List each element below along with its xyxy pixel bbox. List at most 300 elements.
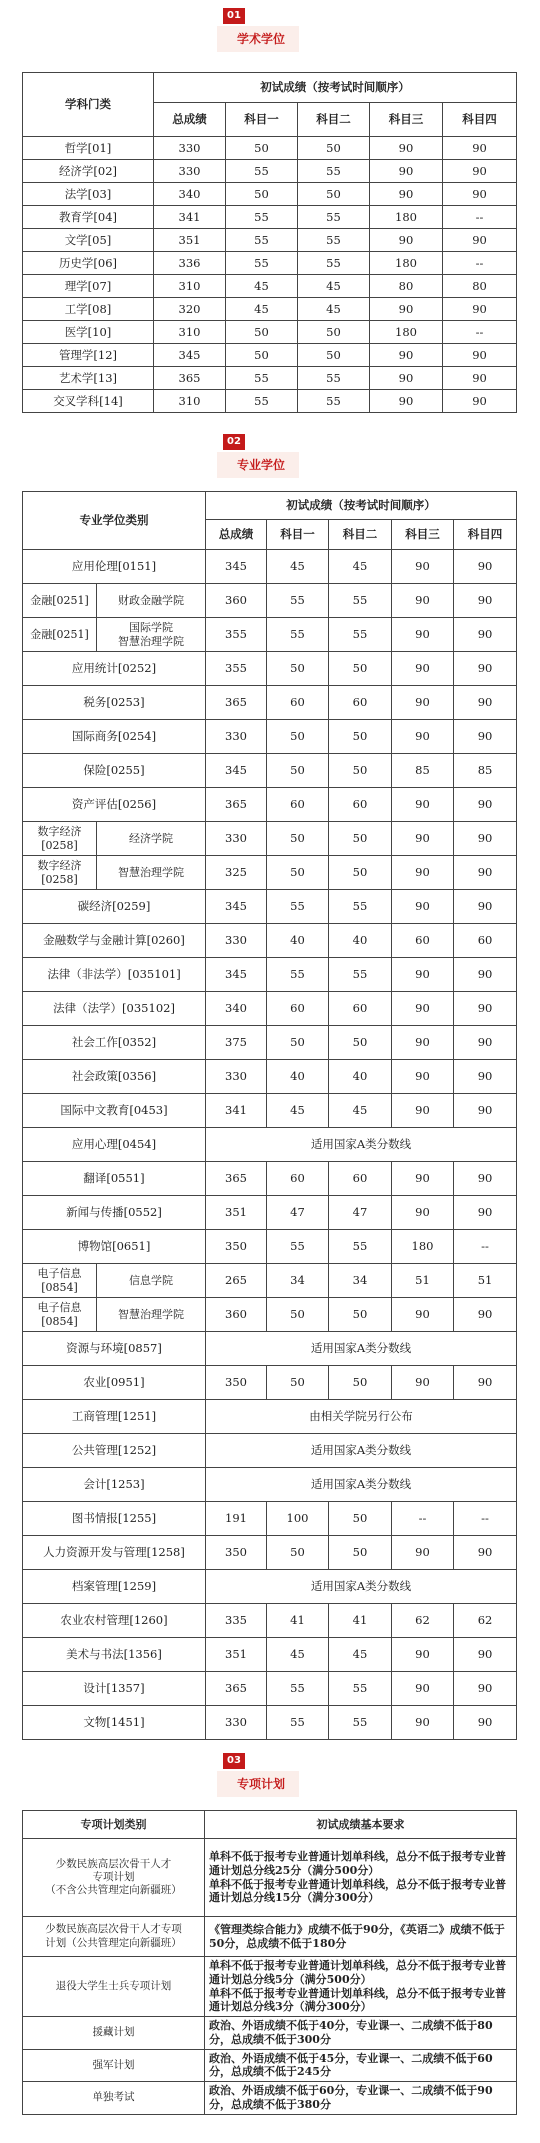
score-cell: 50 bbox=[298, 344, 370, 367]
table-row bbox=[23, 1094, 517, 1128]
score-cell: 355 bbox=[206, 618, 267, 652]
score-cell: 90 bbox=[454, 1536, 517, 1570]
score-cell: 55 bbox=[267, 1706, 329, 1740]
table-row bbox=[23, 1536, 517, 1570]
score-cell: 45 bbox=[267, 1638, 329, 1672]
score-cell: 90 bbox=[392, 1196, 454, 1230]
table-row bbox=[23, 1060, 517, 1094]
subject-name: 工学[08] bbox=[23, 298, 154, 321]
table-row bbox=[23, 1026, 517, 1060]
score-cell: 90 bbox=[454, 686, 517, 720]
table-row bbox=[23, 856, 517, 890]
score-cell: 62 bbox=[392, 1604, 454, 1638]
score-cell: 90 bbox=[392, 958, 454, 992]
score-cell: 90 bbox=[370, 367, 443, 390]
degree-name: 金融[0251] bbox=[23, 584, 97, 618]
table-row bbox=[23, 1128, 517, 1162]
score-cell: 45 bbox=[329, 1094, 392, 1128]
score-cell: 60 bbox=[329, 788, 392, 822]
section-number: 02 bbox=[223, 434, 245, 450]
score-cell: 90 bbox=[454, 1672, 517, 1706]
column-header: 科目一 bbox=[267, 520, 329, 550]
score-cell: 90 bbox=[454, 1706, 517, 1740]
subject-name: 哲学[01] bbox=[23, 137, 154, 160]
score-cell: 51 bbox=[392, 1264, 454, 1298]
table-row bbox=[23, 2049, 517, 2082]
score-cell: 55 bbox=[267, 1230, 329, 1264]
plan-name: 少数民族高层次骨干人才 专项计划 （不含公共管理定向新疆班） bbox=[23, 1839, 205, 1917]
score-cell: 90 bbox=[454, 958, 517, 992]
score-cell: 90 bbox=[443, 390, 517, 413]
score-cell: 90 bbox=[454, 1638, 517, 1672]
score-cell: 60 bbox=[267, 788, 329, 822]
subject-name: 管理学[12] bbox=[23, 344, 154, 367]
table-row bbox=[23, 2017, 517, 2050]
score-cell: 375 bbox=[206, 1026, 267, 1060]
college-name: 信息学院 bbox=[97, 1264, 206, 1298]
section-title: 学术学位 bbox=[223, 26, 299, 52]
degree-name: 档案管理[1259] bbox=[23, 1570, 206, 1604]
score-cell: 330 bbox=[206, 1706, 267, 1740]
column-header: 科目三 bbox=[392, 520, 454, 550]
score-cell: 325 bbox=[206, 856, 267, 890]
subject-name: 医学[10] bbox=[23, 321, 154, 344]
score-cell: 40 bbox=[329, 1060, 392, 1094]
degree-name: 工商管理[1251] bbox=[23, 1400, 206, 1434]
score-cell: 360 bbox=[206, 1298, 267, 1332]
score-cell: 351 bbox=[206, 1196, 267, 1230]
score-cell: 50 bbox=[298, 321, 370, 344]
score-note: 适用国家A类分数线 bbox=[206, 1570, 517, 1604]
table-row bbox=[23, 1400, 517, 1434]
score-cell: 55 bbox=[226, 229, 298, 252]
score-cell: 191 bbox=[206, 1502, 267, 1536]
score-cell: 90 bbox=[454, 1060, 517, 1094]
score-cell: 60 bbox=[267, 1162, 329, 1196]
score-cell: 55 bbox=[298, 229, 370, 252]
table-row bbox=[23, 992, 517, 1026]
score-cell: 55 bbox=[329, 1672, 392, 1706]
score-cell: 90 bbox=[443, 229, 517, 252]
table-row bbox=[23, 1366, 517, 1400]
table-row bbox=[23, 1839, 517, 1917]
column-header: 科目四 bbox=[443, 103, 517, 137]
score-cell: 340 bbox=[206, 992, 267, 1026]
college-name: 财政金融学院 bbox=[97, 584, 206, 618]
table-row bbox=[23, 1706, 517, 1740]
subject-name: 经济学[02] bbox=[23, 160, 154, 183]
score-cell: 90 bbox=[392, 1536, 454, 1570]
degree-name: 社会工作[0352] bbox=[23, 1026, 206, 1060]
degree-name: 农业[0951] bbox=[23, 1366, 206, 1400]
degree-name: 数字经济 [0258] bbox=[23, 856, 97, 890]
score-cell: 90 bbox=[454, 822, 517, 856]
table-row bbox=[23, 321, 517, 344]
score-cell: 90 bbox=[454, 992, 517, 1026]
score-cell: 90 bbox=[454, 1298, 517, 1332]
table-row bbox=[23, 1917, 517, 1957]
score-cell: 55 bbox=[298, 252, 370, 275]
score-cell: 90 bbox=[454, 1026, 517, 1060]
degree-name: 会计[1253] bbox=[23, 1468, 206, 1502]
score-cell: 50 bbox=[329, 1026, 392, 1060]
table-row bbox=[23, 1196, 517, 1230]
college-name: 智慧治理学院 bbox=[97, 856, 206, 890]
score-cell: 50 bbox=[329, 856, 392, 890]
table-row bbox=[23, 1332, 517, 1366]
score-cell: 55 bbox=[298, 160, 370, 183]
score-cell: 90 bbox=[392, 1162, 454, 1196]
score-cell: 50 bbox=[267, 1298, 329, 1332]
column-header: 总成绩 bbox=[206, 520, 267, 550]
column-header: 科目三 bbox=[370, 103, 443, 137]
score-cell: 90 bbox=[392, 720, 454, 754]
table-row bbox=[23, 958, 517, 992]
table-row bbox=[23, 183, 517, 206]
plan-requirement: 《管理类综合能力》成绩不低于90分，《英语二》成绩不低于50分，总成绩不低于180分 bbox=[205, 1917, 517, 1957]
professional-score-table bbox=[22, 491, 517, 1740]
table-row bbox=[23, 390, 517, 413]
score-cell: 90 bbox=[392, 686, 454, 720]
plan-name: 强军计划 bbox=[23, 2049, 205, 2082]
plan-requirement: 单科不低于报考专业普通计划单科线，总分不低于报考专业普通计划总分线25分（满分500分） 单科不低于报考专业普通计划单科线，总分不低于报考专业普通计划总分线15分（满分300分） bbox=[205, 1839, 517, 1917]
score-cell: 90 bbox=[443, 344, 517, 367]
score-cell: 90 bbox=[392, 856, 454, 890]
score-cell: 90 bbox=[454, 788, 517, 822]
score-cell: 90 bbox=[392, 618, 454, 652]
score-cell: 90 bbox=[443, 367, 517, 390]
table-row bbox=[23, 2082, 517, 2115]
score-cell: 47 bbox=[267, 1196, 329, 1230]
score-cell: 90 bbox=[454, 550, 517, 584]
header-category: 学科门类 bbox=[23, 73, 154, 137]
degree-name: 保险[0255] bbox=[23, 754, 206, 788]
score-cell: 345 bbox=[206, 550, 267, 584]
score-cell: 45 bbox=[267, 1094, 329, 1128]
score-cell: 34 bbox=[329, 1264, 392, 1298]
table-row bbox=[23, 754, 517, 788]
plan-requirement: 政治、外语成绩不低于60分，专业课一、二成绩不低于90分，总成绩不低于380分 bbox=[205, 2082, 517, 2115]
score-cell: 55 bbox=[329, 618, 392, 652]
column-header: 科目二 bbox=[329, 520, 392, 550]
degree-name: 税务[0253] bbox=[23, 686, 206, 720]
section-title: 专项计划 bbox=[223, 1771, 299, 1797]
score-cell: 50 bbox=[329, 720, 392, 754]
table-row bbox=[23, 1570, 517, 1604]
score-cell: 90 bbox=[392, 1706, 454, 1740]
score-cell: 360 bbox=[206, 584, 267, 618]
score-cell: 180 bbox=[392, 1230, 454, 1264]
section-header-professional bbox=[0, 426, 540, 482]
table-row bbox=[23, 160, 517, 183]
score-cell: -- bbox=[454, 1230, 517, 1264]
score-cell: 60 bbox=[329, 992, 392, 1026]
score-cell: 365 bbox=[206, 686, 267, 720]
table-row bbox=[23, 367, 517, 390]
score-cell: -- bbox=[443, 321, 517, 344]
score-cell: 55 bbox=[226, 390, 298, 413]
plan-requirement: 政治、外语成绩不低于45分，专业课一、二成绩不低于60分，总成绩不低于245分 bbox=[205, 2049, 517, 2082]
score-cell: 45 bbox=[298, 298, 370, 321]
degree-name: 翻译[0551] bbox=[23, 1162, 206, 1196]
score-cell: 60 bbox=[267, 992, 329, 1026]
score-cell: 345 bbox=[206, 890, 267, 924]
degree-name: 电子信息 [0854] bbox=[23, 1264, 97, 1298]
score-cell: 90 bbox=[443, 298, 517, 321]
score-cell: 50 bbox=[226, 344, 298, 367]
score-cell: 180 bbox=[370, 321, 443, 344]
column-header: 科目四 bbox=[454, 520, 517, 550]
column-header: 科目二 bbox=[298, 103, 370, 137]
score-cell: 90 bbox=[370, 137, 443, 160]
degree-name: 博物馆[0651] bbox=[23, 1230, 206, 1264]
score-cell: 50 bbox=[226, 183, 298, 206]
table-row bbox=[23, 924, 517, 958]
degree-name: 国际商务[0254] bbox=[23, 720, 206, 754]
plan-requirement: 政治、外语成绩不低于40分，专业课一、二成绩不低于80分，总成绩不低于300分 bbox=[205, 2017, 517, 2050]
score-note: 适用国家A类分数线 bbox=[206, 1332, 517, 1366]
score-cell: 90 bbox=[454, 652, 517, 686]
score-cell: 45 bbox=[298, 275, 370, 298]
table-row bbox=[23, 252, 517, 275]
header-requirement: 初试成绩基本要求 bbox=[205, 1811, 517, 1839]
degree-name: 资产评估[0256] bbox=[23, 788, 206, 822]
table-row bbox=[23, 1298, 517, 1332]
score-cell: 100 bbox=[267, 1502, 329, 1536]
score-cell: -- bbox=[443, 206, 517, 229]
table-row bbox=[23, 298, 517, 321]
table-row bbox=[23, 584, 517, 618]
score-cell: 90 bbox=[454, 1094, 517, 1128]
score-cell: 90 bbox=[454, 1162, 517, 1196]
score-cell: 90 bbox=[370, 229, 443, 252]
score-cell: 90 bbox=[454, 1196, 517, 1230]
degree-name: 新闻与传播[0552] bbox=[23, 1196, 206, 1230]
score-cell: 50 bbox=[329, 754, 392, 788]
score-cell: 55 bbox=[267, 584, 329, 618]
degree-name: 应用心理[0454] bbox=[23, 1128, 206, 1162]
score-cell: 340 bbox=[154, 183, 226, 206]
score-cell: 40 bbox=[267, 1060, 329, 1094]
score-cell: 50 bbox=[329, 822, 392, 856]
score-cell: 330 bbox=[206, 1060, 267, 1094]
score-cell: 60 bbox=[267, 686, 329, 720]
degree-name: 应用统计[0252] bbox=[23, 652, 206, 686]
table-row bbox=[23, 206, 517, 229]
score-cell: 60 bbox=[392, 924, 454, 958]
degree-name: 公共管理[1252] bbox=[23, 1434, 206, 1468]
score-cell: 90 bbox=[370, 344, 443, 367]
subject-name: 法学[03] bbox=[23, 183, 154, 206]
score-cell: 90 bbox=[454, 856, 517, 890]
score-cell: 80 bbox=[370, 275, 443, 298]
table-row bbox=[23, 550, 517, 584]
score-cell: 90 bbox=[370, 298, 443, 321]
score-cell: 34 bbox=[267, 1264, 329, 1298]
table-row bbox=[23, 275, 517, 298]
degree-name: 电子信息 [0854] bbox=[23, 1298, 97, 1332]
score-cell: 50 bbox=[226, 321, 298, 344]
score-cell: 55 bbox=[226, 206, 298, 229]
header-group: 初试成绩（按考试时间顺序） bbox=[206, 492, 517, 520]
score-cell: 90 bbox=[454, 584, 517, 618]
table-row bbox=[23, 1230, 517, 1264]
score-cell: 90 bbox=[370, 160, 443, 183]
section-title: 专业学位 bbox=[223, 452, 299, 478]
score-note: 由相关学院另行公布 bbox=[206, 1400, 517, 1434]
score-cell: 40 bbox=[329, 924, 392, 958]
score-cell: 55 bbox=[298, 390, 370, 413]
score-note: 适用国家A类分数线 bbox=[206, 1434, 517, 1468]
score-cell: 350 bbox=[206, 1536, 267, 1570]
score-cell: 55 bbox=[226, 252, 298, 275]
score-cell: 50 bbox=[267, 1026, 329, 1060]
score-cell: 351 bbox=[206, 1638, 267, 1672]
score-cell: 355 bbox=[206, 652, 267, 686]
score-cell: 90 bbox=[370, 390, 443, 413]
score-cell: 351 bbox=[154, 229, 226, 252]
score-cell: 310 bbox=[154, 321, 226, 344]
score-cell: 50 bbox=[329, 1298, 392, 1332]
score-cell: 90 bbox=[443, 137, 517, 160]
table-row bbox=[23, 618, 517, 652]
score-cell: 90 bbox=[454, 618, 517, 652]
table-row bbox=[23, 1957, 517, 2017]
score-cell: 55 bbox=[267, 1672, 329, 1706]
score-cell: 50 bbox=[329, 1366, 392, 1400]
table-row bbox=[23, 652, 517, 686]
section-number: 01 bbox=[223, 8, 245, 24]
section-header-academic bbox=[0, 0, 540, 56]
degree-name: 金融数学与金融计算[0260] bbox=[23, 924, 206, 958]
score-cell: 55 bbox=[329, 958, 392, 992]
table-row bbox=[23, 788, 517, 822]
score-cell: 50 bbox=[267, 1366, 329, 1400]
column-header: 总成绩 bbox=[154, 103, 226, 137]
score-cell: 55 bbox=[329, 1230, 392, 1264]
score-cell: 365 bbox=[206, 1162, 267, 1196]
score-cell: 55 bbox=[267, 958, 329, 992]
table-row bbox=[23, 1672, 517, 1706]
score-cell: 330 bbox=[154, 137, 226, 160]
score-cell: 180 bbox=[370, 206, 443, 229]
score-cell: 80 bbox=[443, 275, 517, 298]
score-cell: 365 bbox=[154, 367, 226, 390]
score-cell: 50 bbox=[298, 183, 370, 206]
score-cell: 90 bbox=[392, 1298, 454, 1332]
score-cell: 55 bbox=[329, 584, 392, 618]
table-row bbox=[23, 1502, 517, 1536]
score-cell: 90 bbox=[392, 822, 454, 856]
table-row bbox=[23, 1638, 517, 1672]
score-cell: 50 bbox=[329, 1502, 392, 1536]
score-cell: 90 bbox=[454, 890, 517, 924]
score-cell: 90 bbox=[392, 1094, 454, 1128]
score-cell: 60 bbox=[454, 924, 517, 958]
degree-name: 金融[0251] bbox=[23, 618, 97, 652]
table-row bbox=[23, 344, 517, 367]
table-row bbox=[23, 1434, 517, 1468]
score-cell: 345 bbox=[154, 344, 226, 367]
score-cell: 55 bbox=[298, 206, 370, 229]
score-cell: 330 bbox=[154, 160, 226, 183]
score-cell: 90 bbox=[392, 550, 454, 584]
score-cell: 45 bbox=[226, 275, 298, 298]
college-name: 国际学院 智慧治理学院 bbox=[97, 618, 206, 652]
score-cell: 90 bbox=[443, 160, 517, 183]
score-cell: 365 bbox=[206, 788, 267, 822]
academic-score-table bbox=[22, 72, 517, 413]
score-cell: 90 bbox=[454, 720, 517, 754]
score-cell: 330 bbox=[206, 924, 267, 958]
score-cell: 50 bbox=[267, 720, 329, 754]
score-cell: -- bbox=[443, 252, 517, 275]
score-cell: 60 bbox=[329, 686, 392, 720]
score-cell: 335 bbox=[206, 1604, 267, 1638]
score-cell: 90 bbox=[392, 1638, 454, 1672]
table-row bbox=[23, 1264, 517, 1298]
score-cell: 90 bbox=[392, 992, 454, 1026]
score-cell: 45 bbox=[329, 1638, 392, 1672]
table-row bbox=[23, 822, 517, 856]
column-header: 科目一 bbox=[226, 103, 298, 137]
score-cell: 50 bbox=[226, 137, 298, 160]
subject-name: 历史学[06] bbox=[23, 252, 154, 275]
degree-name: 社会政策[0356] bbox=[23, 1060, 206, 1094]
score-cell: 345 bbox=[206, 754, 267, 788]
degree-name: 数字经济 [0258] bbox=[23, 822, 97, 856]
table-row bbox=[23, 1604, 517, 1638]
score-cell: 336 bbox=[154, 252, 226, 275]
plan-requirement: 单科不低于报考专业普通计划单科线，总分不低于报考专业普通计划总分线5分（满分500分） 单科不低于报考专业普通计划单科线，总分不低于报考专业普通计划总分线3分（满分300分） bbox=[205, 1957, 517, 2017]
score-cell: 51 bbox=[454, 1264, 517, 1298]
score-cell: 85 bbox=[454, 754, 517, 788]
score-cell: 50 bbox=[267, 822, 329, 856]
degree-name: 美术与书法[1356] bbox=[23, 1638, 206, 1672]
degree-name: 应用伦理[0151] bbox=[23, 550, 206, 584]
score-cell: 55 bbox=[329, 1706, 392, 1740]
subject-name: 教育学[04] bbox=[23, 206, 154, 229]
score-cell: 330 bbox=[206, 720, 267, 754]
header-category: 专业学位类别 bbox=[23, 492, 206, 550]
score-cell: 55 bbox=[329, 890, 392, 924]
score-cell: 90 bbox=[454, 1366, 517, 1400]
score-cell: 90 bbox=[392, 1366, 454, 1400]
score-cell: 90 bbox=[392, 584, 454, 618]
degree-name: 图书情报[1255] bbox=[23, 1502, 206, 1536]
score-cell: 350 bbox=[206, 1230, 267, 1264]
degree-name: 农业农村管理[1260] bbox=[23, 1604, 206, 1638]
score-cell: 90 bbox=[392, 652, 454, 686]
score-cell: 55 bbox=[226, 367, 298, 390]
score-cell: 45 bbox=[329, 550, 392, 584]
score-cell: 50 bbox=[267, 652, 329, 686]
degree-name: 法律（法学）[035102] bbox=[23, 992, 206, 1026]
score-cell: 41 bbox=[267, 1604, 329, 1638]
score-cell: 180 bbox=[370, 252, 443, 275]
score-cell: 341 bbox=[206, 1094, 267, 1128]
score-cell: 60 bbox=[329, 1162, 392, 1196]
degree-name: 设计[1357] bbox=[23, 1672, 206, 1706]
degree-name: 文物[1451] bbox=[23, 1706, 206, 1740]
score-cell: 90 bbox=[392, 788, 454, 822]
subject-name: 理学[07] bbox=[23, 275, 154, 298]
score-cell: 90 bbox=[392, 1060, 454, 1094]
table-row bbox=[23, 1468, 517, 1502]
score-cell: 55 bbox=[226, 160, 298, 183]
score-cell: 50 bbox=[267, 856, 329, 890]
score-cell: 345 bbox=[206, 958, 267, 992]
